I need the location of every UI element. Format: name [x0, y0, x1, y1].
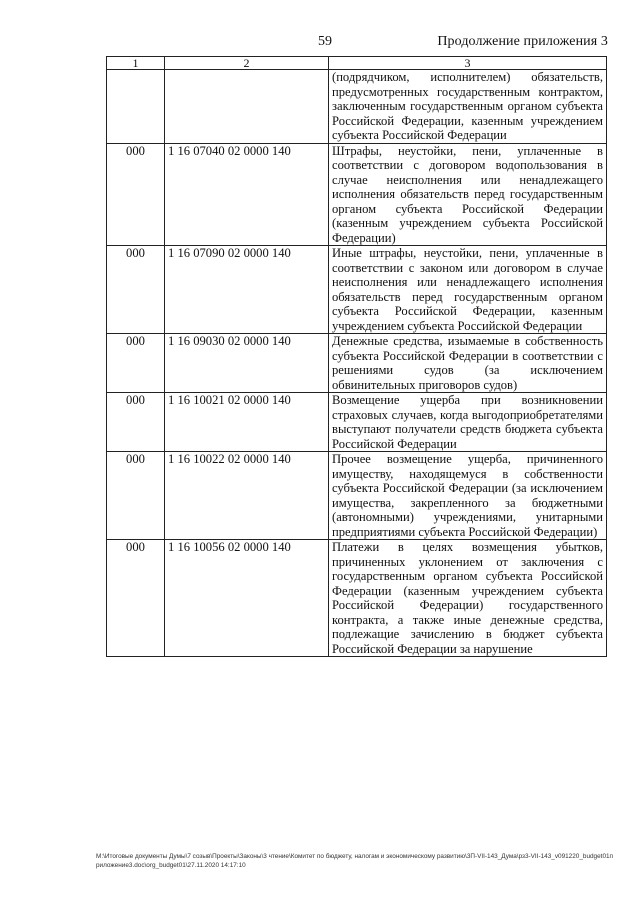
table-row [107, 70, 607, 144]
document-file-path: М:\Итоговые документы Думы\7 созыв\Проекты\Законы\3 чтение\Комитет по бюджету, налогам и экономическому развитию\3П-VII-143_Дума\рз3-VII-143_v091220_budget01приложение3.doc\org_budget01\27.11.2020 14:17:10 [96, 853, 614, 869]
admin-code-cell: 000 [107, 246, 165, 334]
admin-code-cell: 000 [107, 393, 165, 452]
continuation-label: Продолжение приложения 3 [437, 34, 608, 49]
column-header: 1 [107, 57, 165, 70]
column-header: 3 [329, 57, 607, 70]
page-number: 59 [318, 34, 332, 49]
admin-code-cell [107, 70, 165, 144]
description-cell: (подрядчиком, исполнителем) обязательств, предусмотренных государственным контрактом, заключенным государственным органом субъекта Российской Федерации, казенным учреждением субъекта Российской Федерации [329, 70, 607, 144]
description-cell: Прочее возмещение ущерба, причиненного имуществу, находящемуся в собственности субъекта Российской Федерации (за исключением имущества, закрепленного за бюджетными (автономными) учреждениями, унитарными предприятиями субъекта Российской Федерации) [329, 452, 607, 540]
description-cell: Денежные средства, изымаемые в собственность субъекта Российской Федерации в соответствии с решениями судов (за исключением обвинительных приговоров судов) [329, 334, 607, 393]
description-cell: Штрафы, неустойки, пени, уплаченные в соответствии с договором водопользования в случае неисполнения или ненадлежащего исполнения обязательств перед государственным органом субъекта Российской Федерации (казенным учреждением субъекта Российской Федерации) [329, 143, 607, 246]
table-row [107, 540, 607, 657]
budget-code-cell: 1 16 09030 02 0000 140 [165, 334, 329, 393]
column-header: 2 [165, 57, 329, 70]
budget-code-cell: 1 16 07090 02 0000 140 [165, 246, 329, 334]
description-cell: Иные штрафы, неустойки, пени, уплаченные в соответствии с законом или договором в случае неисполнения или ненадлежащего исполнения обязательств перед государственным органом субъекта Российской Федерации, казенным учреждением субъекта Российской Федерации [329, 246, 607, 334]
budget-code-cell [165, 70, 329, 144]
admin-code-cell: 000 [107, 334, 165, 393]
description-cell: Платежи в целях возмещения убытков, причиненных уклонением от заключения с государственным органом субъекта Российской Федерации (казенным учреждением субъекта Российской Федерации) государственного контракта, а также иные денежные средства, подлежащие зачислению в бюджет субъекта Российской Федерации за нарушение [329, 540, 607, 657]
table-row [107, 246, 607, 334]
admin-code-cell: 000 [107, 452, 165, 540]
admin-code-cell: 000 [107, 143, 165, 246]
table-row [107, 334, 607, 393]
description-cell: Возмещение ущерба при возникновении страховых случаев, когда выгодоприобретателями выступают получатели средств бюджета субъекта Российской Федерации [329, 393, 607, 452]
budget-code-cell: 1 16 10056 02 0000 140 [165, 540, 329, 657]
budget-code-cell: 1 16 10021 02 0000 140 [165, 393, 329, 452]
table-header-row [107, 57, 607, 70]
budget-code-cell: 1 16 07040 02 0000 140 [165, 143, 329, 246]
budget-table [106, 56, 607, 657]
budget-code-cell: 1 16 10022 02 0000 140 [165, 452, 329, 540]
table-row [107, 393, 607, 452]
table-row [107, 452, 607, 540]
admin-code-cell: 000 [107, 540, 165, 657]
table-row [107, 143, 607, 246]
